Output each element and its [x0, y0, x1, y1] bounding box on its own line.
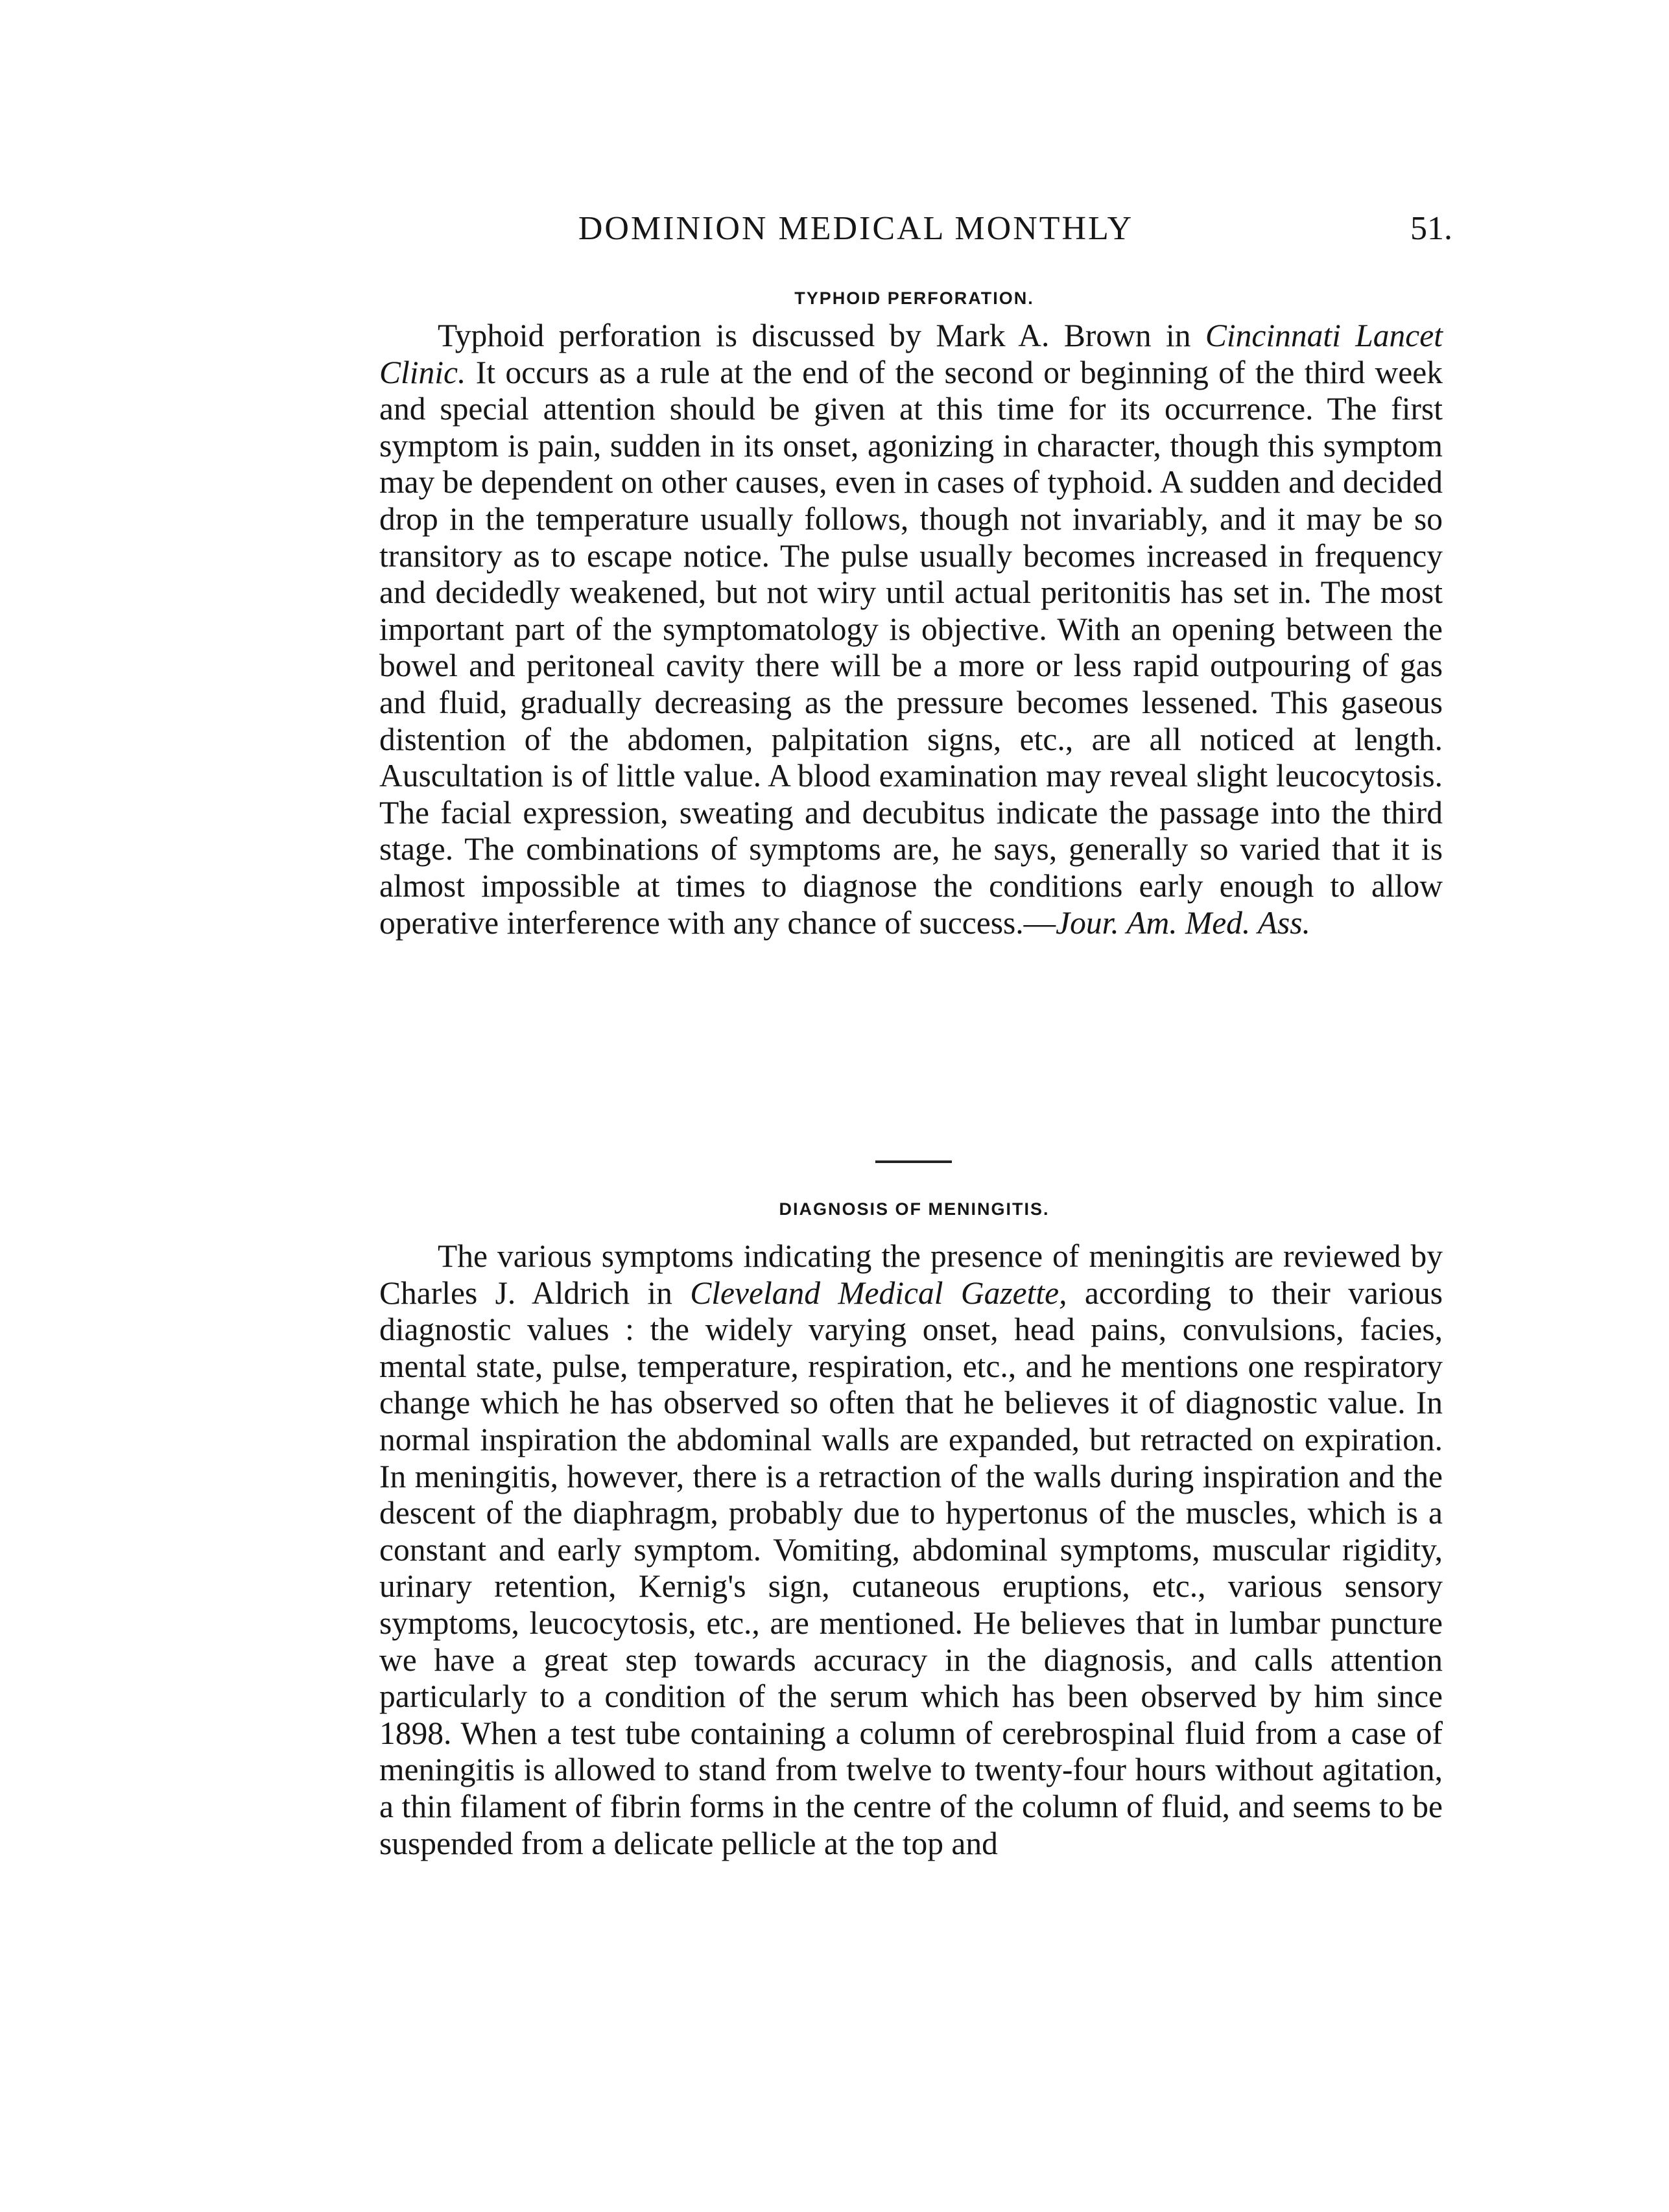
- article-text: It occurs as a rule at the end of the second or beginning of the third week and special attention should be given at this time for its occurrence. The first symptom is pain, sudden in its onset, agonizing in character, though this symptom may be dependent on other causes, even in cases of typhoid. A sudden and decided drop in the temperature usually follows, though not invariably, and it may be so transitory as to escape notice. The pulse usually becomes increased in frequency and decidedly weakened, but not wiry until actual peritonitis has set in. The most important part of the symptomatology is objective. With an opening between the bowel and peritoneal cavity there will be a more or less rapid outpouring of gas and fluid, gradually decreasing as the pressure becomes lessened. This gaseous distention of the abdomen, palpitation signs, etc., are all noticed at length. Auscultation is of little value. A blood examination may reveal slight leucocytosis. The facial expression, sweating and decubitus indicate the passage into the third stage. The combinations of symptoms are, he says, generally so varied that it is almost impossible at times to diagnose the conditions early enough to allow operative interference with any chance of success.—: [379, 354, 1443, 941]
- article-body-meningitis: [379, 1238, 1443, 1862]
- article-title-typhoid: TYPHOID PERFORATION.: [794, 288, 1034, 308]
- source-journal: Cleveland Medical Gazette,: [690, 1275, 1067, 1311]
- section-divider: [875, 1160, 952, 1163]
- running-head: [376, 206, 1452, 252]
- source-journal: Cincinnati Lancet Clinic.: [379, 318, 1443, 390]
- page-number: 51.: [1410, 210, 1452, 247]
- article-text: The various symptoms indicating the presence of meningitis are reviewed by Charles J. Aldrich in: [379, 1238, 1443, 1311]
- article-text: according to their various diagnostic values : the widely varying onset, head pains, convulsions, facies, mental state, pulse, temperature, respiration, etc., and he mentions one respiratory change which he has observed so often that he believes it of diagnostic value. In normal inspiration the abdominal walls are expanded, but retracted on expiration. In meningitis, however, there is a retraction of the walls during inspiration and the descent of the diaphragm, probably due to hypertonus of the muscles, which is a constant and early symptom. Vomiting, abdominal symptoms, muscular rigidity, urinary retention, Kernig's sign, cutaneous eruptions, etc., various sensory symptoms, leucocytosis, etc., are mentioned. He believes that in lumbar puncture we have a great step towards accuracy in the diagnosis, and calls attention particularly to a condition of the serum which has been observed by him since 1898. When a test tube containing a column of cerebrospinal fluid from a case of meningitis is allowed to stand from twelve to twenty-four hours without agitation, a thin filament of fibrin forms in the centre of the column of fluid, and seems to be suspended from a delicate pellicle at the top and: [379, 1275, 1443, 1861]
- article-body-typhoid: [379, 318, 1443, 941]
- article-title-meningitis: DIAGNOSIS OF MENINGITIS.: [779, 1199, 1050, 1219]
- article-text: Typhoid perforation is discussed by Mark A. Brown in: [438, 318, 1205, 353]
- citation: Jour. Am. Med. Ass.: [1056, 904, 1310, 941]
- journal-title: DOMINION MEDICAL MONTHLY: [578, 210, 1134, 247]
